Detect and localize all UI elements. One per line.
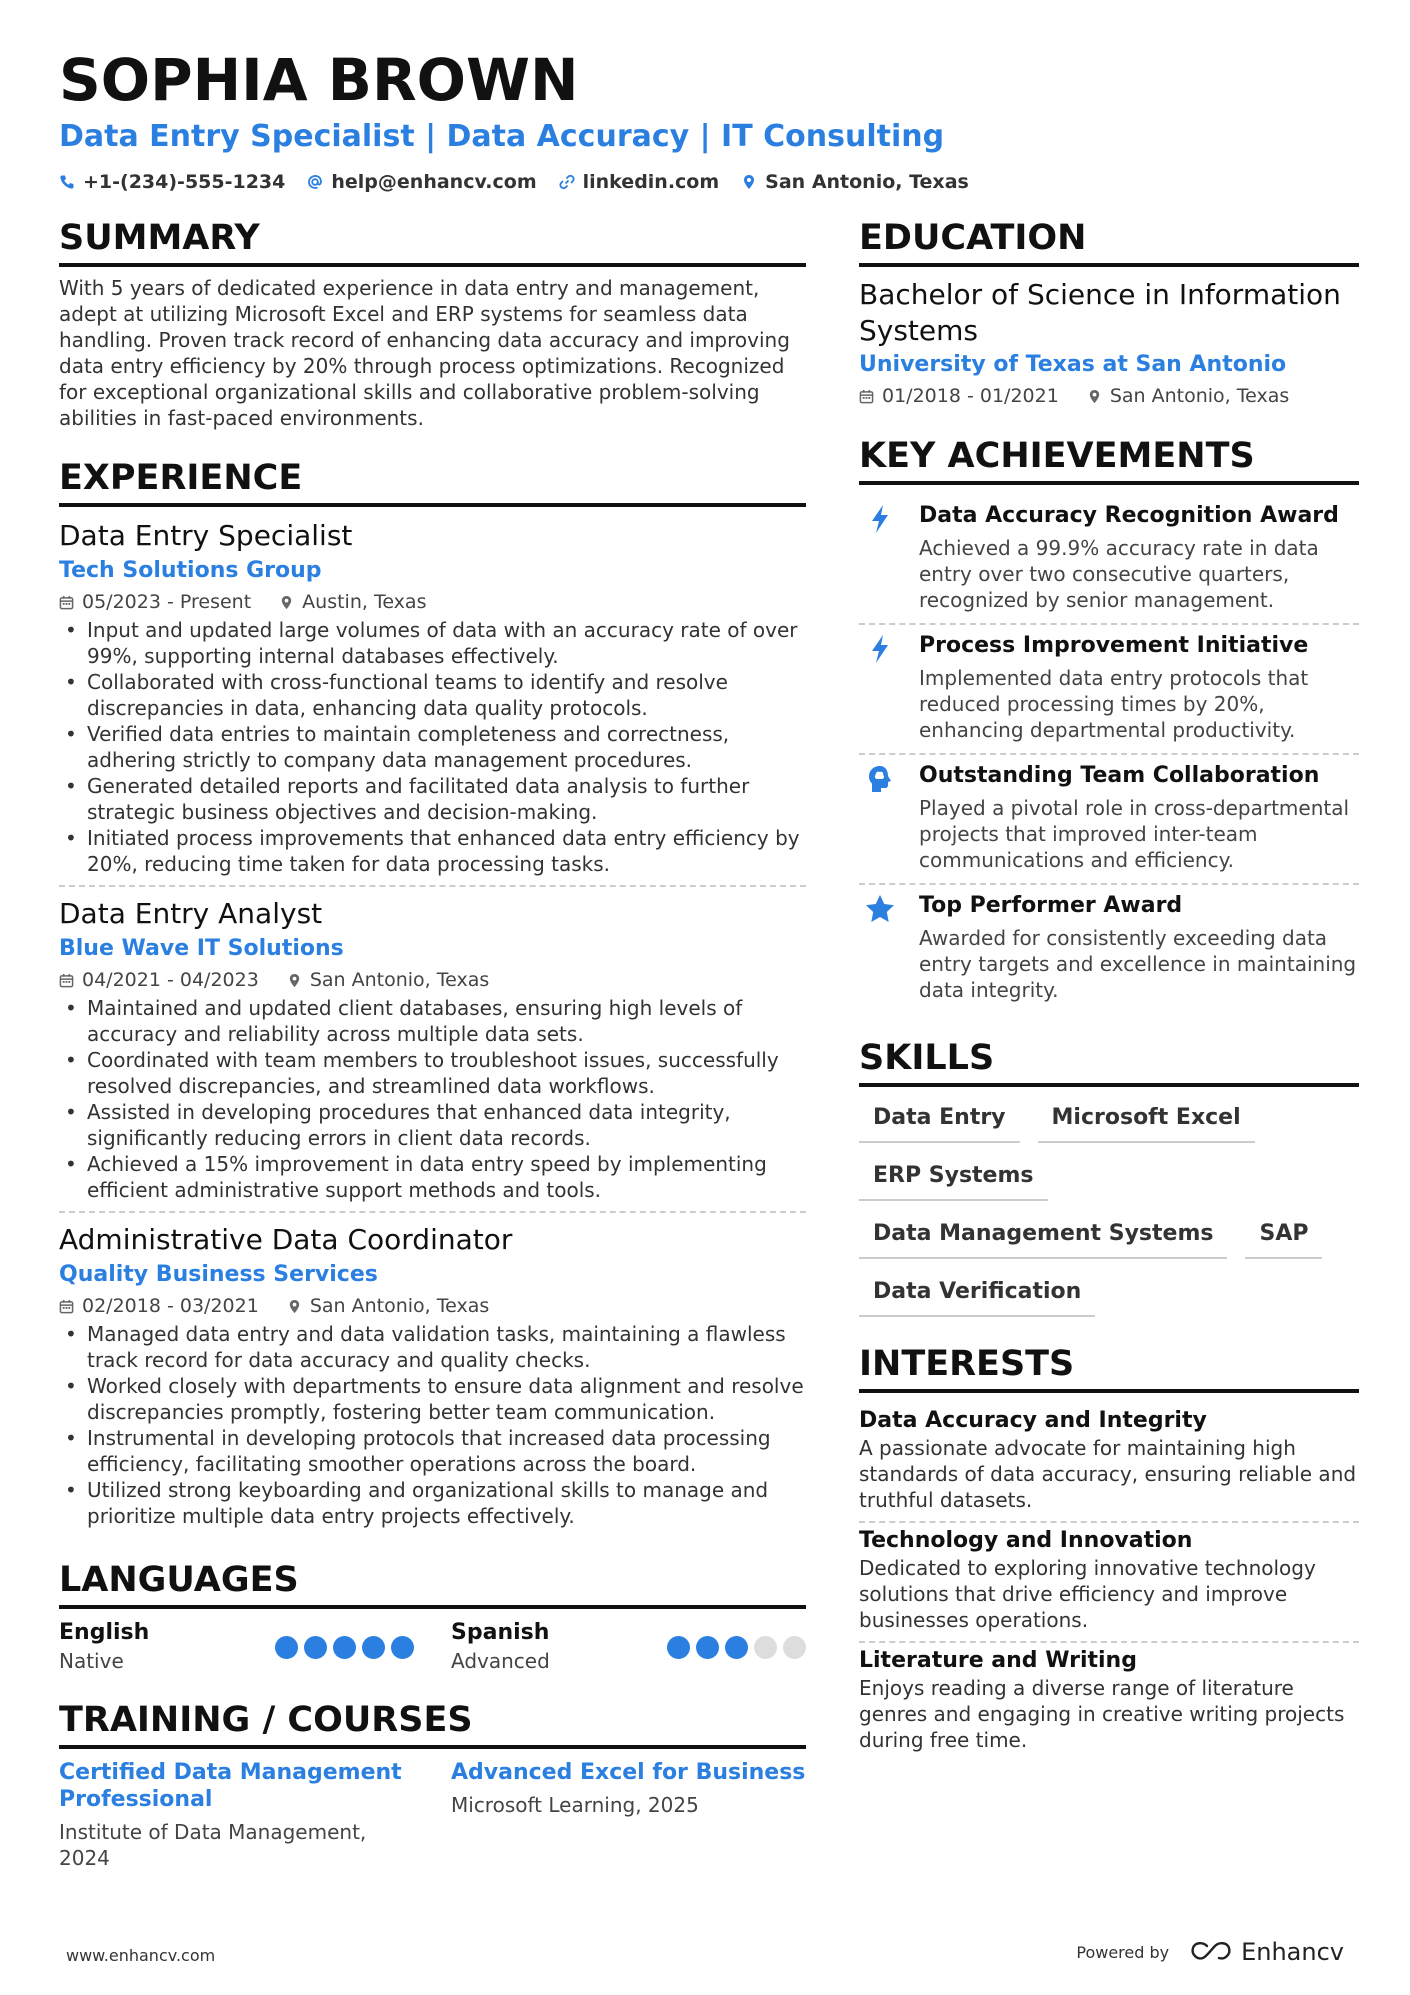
degree: Bachelor of Science in Information Systems bbox=[859, 278, 1341, 347]
skill-tag: Data Entry bbox=[859, 1097, 1020, 1143]
brand-name: Enhancv bbox=[1241, 1938, 1344, 1966]
rating-dot bbox=[696, 1636, 719, 1659]
interest-item bbox=[859, 1643, 1359, 1761]
bullet-item: • Coordinated with team members to troubleshoot issues, successfully resolved discrepancies, and streamlined data workflows. bbox=[59, 1047, 806, 1099]
headline: Data Entry Specialist | Data Accuracy | IT Consulting bbox=[59, 119, 945, 154]
calendar-icon bbox=[59, 595, 74, 610]
rating-dot bbox=[391, 1636, 414, 1659]
achievement-item bbox=[859, 755, 1359, 885]
achievement-desc: Achieved a 99.9% accuracy rate in data entry over two consecutive quarters, recognized by senior management. bbox=[919, 536, 1319, 612]
job-location bbox=[287, 1291, 489, 1321]
achievements-heading: KEY ACHIEVEMENTS bbox=[859, 433, 1359, 485]
achievement-desc: Awarded for consistently exceeding data entry targets and excellence in maintaining data integrity. bbox=[919, 926, 1357, 1002]
interest-desc: Dedicated to exploring innovative technology solutions that drive efficiency and improve businesses operations. bbox=[859, 1556, 1316, 1632]
job-meta bbox=[59, 965, 806, 995]
brand-logo[interactable] bbox=[1189, 1938, 1344, 1966]
calendar-icon bbox=[59, 1299, 74, 1314]
skill-tag: Data Verification bbox=[859, 1271, 1095, 1317]
job-meta bbox=[59, 1291, 806, 1321]
interest-item bbox=[859, 1403, 1359, 1523]
rating-dot bbox=[333, 1636, 356, 1659]
bullet-item: • Generated detailed reports and facilitated data analysis to further strategic business objectives and decision-making. bbox=[59, 773, 806, 825]
job-meta bbox=[59, 587, 806, 617]
lightning-icon bbox=[864, 503, 896, 535]
skills-section bbox=[859, 1035, 1359, 1317]
location-pin-icon bbox=[287, 973, 302, 988]
courses-list bbox=[59, 1759, 806, 1871]
job-location-text: San Antonio, Texas bbox=[309, 1295, 490, 1317]
achievement-title: Data Accuracy Recognition Award bbox=[919, 503, 1339, 528]
training-heading: TRAINING / COURSES bbox=[59, 1697, 806, 1749]
bullet-item: • Worked closely with departments to ensure data alignment and resolve discrepancies promptly, fostering better team communication. bbox=[59, 1373, 806, 1425]
candidate-name: SOPHIA BROWN bbox=[59, 46, 579, 114]
achievement-desc: Implemented data entry protocols that reduced processing times by 20%, enhancing departmental productivity. bbox=[919, 666, 1309, 742]
language-item bbox=[59, 1619, 414, 1675]
email-text: help@enhancv.com bbox=[331, 171, 537, 193]
education-heading: EDUCATION bbox=[859, 215, 1359, 267]
job-dates-text: 02/2018 - 03/2021 bbox=[82, 1295, 259, 1317]
contact-bar bbox=[59, 168, 969, 196]
contact-location bbox=[741, 168, 969, 196]
skill-tag: SAP bbox=[1245, 1213, 1322, 1259]
job-title: Data Entry Analyst bbox=[59, 897, 323, 930]
rating-dot bbox=[725, 1636, 748, 1659]
school-name: University of Texas at San Antonio bbox=[859, 352, 1287, 377]
summary-text: With 5 years of dedicated experience in data entry and management, adept at utilizing Microsoft Excel and ERP systems for seamless data handling. Proven track record of enhancing data accuracy and improving data entry efficiency by 20% through process optimizations. Recognized for exceptional organizational skills and collaborative problem-solving abilities in fast-paced environments. bbox=[59, 276, 790, 430]
job-dates bbox=[59, 587, 251, 617]
interest-item bbox=[859, 1523, 1359, 1643]
education-location-text: San Antonio, Texas bbox=[1109, 385, 1290, 407]
phone-icon bbox=[59, 174, 75, 190]
rating-dot bbox=[783, 1636, 806, 1659]
job-bullets bbox=[59, 995, 806, 1203]
calendar-icon bbox=[859, 389, 874, 404]
bullet-item: • Achieved a 15% improvement in data entry speed by implementing efficient administrative support methods and tools. bbox=[59, 1151, 806, 1203]
interests-heading: INTERESTS bbox=[859, 1341, 1359, 1393]
job-entry bbox=[59, 517, 806, 887]
bullet-item: • Managed data entry and data validation tasks, maintaining a flawless track record for data accuracy and quality checks. bbox=[59, 1321, 806, 1373]
achievement-title: Process Improvement Initiative bbox=[919, 633, 1309, 658]
contact-email[interactable] bbox=[307, 168, 536, 196]
course-item bbox=[451, 1759, 806, 1871]
bullet-item: • Maintained and updated client databases, ensuring high levels of accuracy and reliability across multiple data sets. bbox=[59, 995, 806, 1047]
course-provider: Microsoft Learning, 2025 bbox=[451, 1793, 699, 1817]
job-bullets bbox=[59, 617, 806, 877]
job-bullets bbox=[59, 1321, 806, 1529]
location-pin-icon bbox=[741, 174, 757, 190]
footer-website[interactable]: www.enhancv.com bbox=[66, 1946, 216, 1965]
language-level: Native bbox=[59, 1649, 124, 1673]
job-location-text: Austin, Texas bbox=[302, 591, 427, 613]
summary-section bbox=[59, 215, 806, 431]
footer-branding bbox=[1076, 1938, 1344, 1966]
rating-dot bbox=[275, 1636, 298, 1659]
summary-heading: SUMMARY bbox=[59, 215, 806, 267]
training-section bbox=[59, 1697, 806, 1871]
experience-heading: EXPERIENCE bbox=[59, 455, 806, 507]
job-dates-text: 05/2023 - Present bbox=[82, 591, 252, 613]
enhancv-logo-icon bbox=[1189, 1940, 1233, 1964]
achievements-section bbox=[859, 433, 1359, 1013]
job-entry bbox=[59, 895, 806, 1213]
language-level: Advanced bbox=[451, 1649, 550, 1673]
languages-list bbox=[59, 1619, 806, 1675]
job-dates-text: 04/2021 - 04/2023 bbox=[82, 969, 259, 991]
bullet-item: • Instrumental in developing protocols that increased data processing efficiency, facilitating smoother operations across the board. bbox=[59, 1425, 806, 1477]
course-provider: Institute of Data Management, 2024 bbox=[59, 1820, 367, 1870]
achievement-desc: Played a pivotal role in cross-departmental projects that improved inter-team communications and efficiency. bbox=[919, 796, 1350, 872]
language-rating bbox=[667, 1636, 806, 1659]
contact-linkedin[interactable] bbox=[559, 168, 720, 196]
interest-title: Literature and Writing bbox=[859, 1648, 1137, 1673]
location-text: San Antonio, Texas bbox=[765, 171, 969, 193]
job-entry bbox=[59, 1221, 806, 1537]
job-dates bbox=[59, 1291, 259, 1321]
at-icon bbox=[307, 174, 323, 190]
skills-heading: SKILLS bbox=[859, 1035, 1359, 1087]
left-column bbox=[59, 215, 806, 1871]
lightning-icon bbox=[864, 633, 896, 665]
location-pin-icon bbox=[279, 595, 294, 610]
interest-desc: A passionate advocate for maintaining high standards of data accuracy, ensuring reliable and truthful datasets. bbox=[859, 1436, 1357, 1512]
language-item bbox=[451, 1619, 806, 1675]
bullet-item: • Input and updated large volumes of data with an accuracy rate of over 99%, supporting internal databases effectively. bbox=[59, 617, 806, 669]
bullet-item: • Verified data entries to maintain completeness and correctness, adhering strictly to company data management procedures. bbox=[59, 721, 806, 773]
education-meta bbox=[859, 381, 1359, 411]
experience-section bbox=[59, 455, 806, 1537]
linkedin-text: linkedin.com bbox=[582, 171, 720, 193]
bullet-item: • Assisted in developing procedures that enhanced data integrity, significantly reducing errors in client data records. bbox=[59, 1099, 806, 1151]
company-name: Tech Solutions Group bbox=[59, 558, 322, 583]
job-location-text: San Antonio, Texas bbox=[309, 969, 490, 991]
company-name: Blue Wave IT Solutions bbox=[59, 936, 344, 961]
education-dates-text: 01/2018 - 01/2021 bbox=[882, 385, 1059, 407]
location-pin-icon bbox=[287, 1299, 302, 1314]
skills-list bbox=[859, 1097, 1359, 1317]
interests-section bbox=[859, 1341, 1359, 1761]
course-title: Certified Data Management Professional bbox=[59, 1760, 402, 1812]
achievement-item bbox=[859, 625, 1359, 755]
skill-tag: Microsoft Excel bbox=[1038, 1097, 1255, 1143]
right-column bbox=[859, 215, 1359, 1761]
powered-by-text: Powered by bbox=[1076, 1942, 1170, 1962]
language-rating bbox=[275, 1636, 414, 1659]
link-icon bbox=[559, 174, 575, 190]
company-name: Quality Business Services bbox=[59, 1262, 378, 1287]
job-title: Data Entry Specialist bbox=[59, 519, 353, 552]
languages-section bbox=[59, 1557, 806, 1675]
skill-tag: ERP Systems bbox=[859, 1155, 1048, 1201]
interest-desc: Enjoys reading a diverse range of literature genres and engaging in creative writing projects during free time. bbox=[859, 1676, 1345, 1752]
rating-dot bbox=[754, 1636, 777, 1659]
achievement-item bbox=[859, 495, 1359, 625]
contact-phone[interactable] bbox=[59, 168, 285, 196]
rating-dot bbox=[304, 1636, 327, 1659]
job-dates bbox=[59, 965, 259, 995]
language-name: Spanish bbox=[451, 1620, 550, 1645]
rating-dot bbox=[667, 1636, 690, 1659]
interest-title: Technology and Innovation bbox=[859, 1528, 1193, 1553]
job-location bbox=[279, 587, 426, 617]
course-title: Advanced Excel for Business bbox=[451, 1760, 806, 1785]
achievement-item bbox=[859, 885, 1359, 1013]
skill-tag: Data Management Systems bbox=[859, 1213, 1227, 1259]
job-title: Administrative Data Coordinator bbox=[59, 1223, 513, 1256]
language-name: English bbox=[59, 1620, 150, 1645]
bullet-item: • Utilized strong keyboarding and organizational skills to manage and prioritize multiple data entry projects effectively. bbox=[59, 1477, 806, 1529]
star-icon bbox=[864, 893, 896, 925]
education-dates bbox=[859, 381, 1059, 411]
phone-text: +1-(234)-555-1234 bbox=[83, 171, 286, 193]
job-location bbox=[287, 965, 489, 995]
location-pin-icon bbox=[1087, 389, 1102, 404]
head-brain-icon bbox=[864, 763, 896, 795]
languages-heading: LANGUAGES bbox=[59, 1557, 806, 1609]
achievement-title: Outstanding Team Collaboration bbox=[919, 763, 1320, 788]
education-location bbox=[1087, 381, 1289, 411]
bullet-item: • Collaborated with cross-functional teams to identify and resolve discrepancies in data, enhancing data quality protocols. bbox=[59, 669, 806, 721]
course-item bbox=[59, 1759, 414, 1871]
achievement-title: Top Performer Award bbox=[919, 893, 1183, 918]
bullet-item: • Initiated process improvements that enhanced data entry efficiency by 20%, reducing time taken for data processing tasks. bbox=[59, 825, 806, 877]
calendar-icon bbox=[59, 973, 74, 988]
education-section bbox=[859, 215, 1359, 411]
rating-dot bbox=[362, 1636, 385, 1659]
interest-title: Data Accuracy and Integrity bbox=[859, 1408, 1207, 1433]
